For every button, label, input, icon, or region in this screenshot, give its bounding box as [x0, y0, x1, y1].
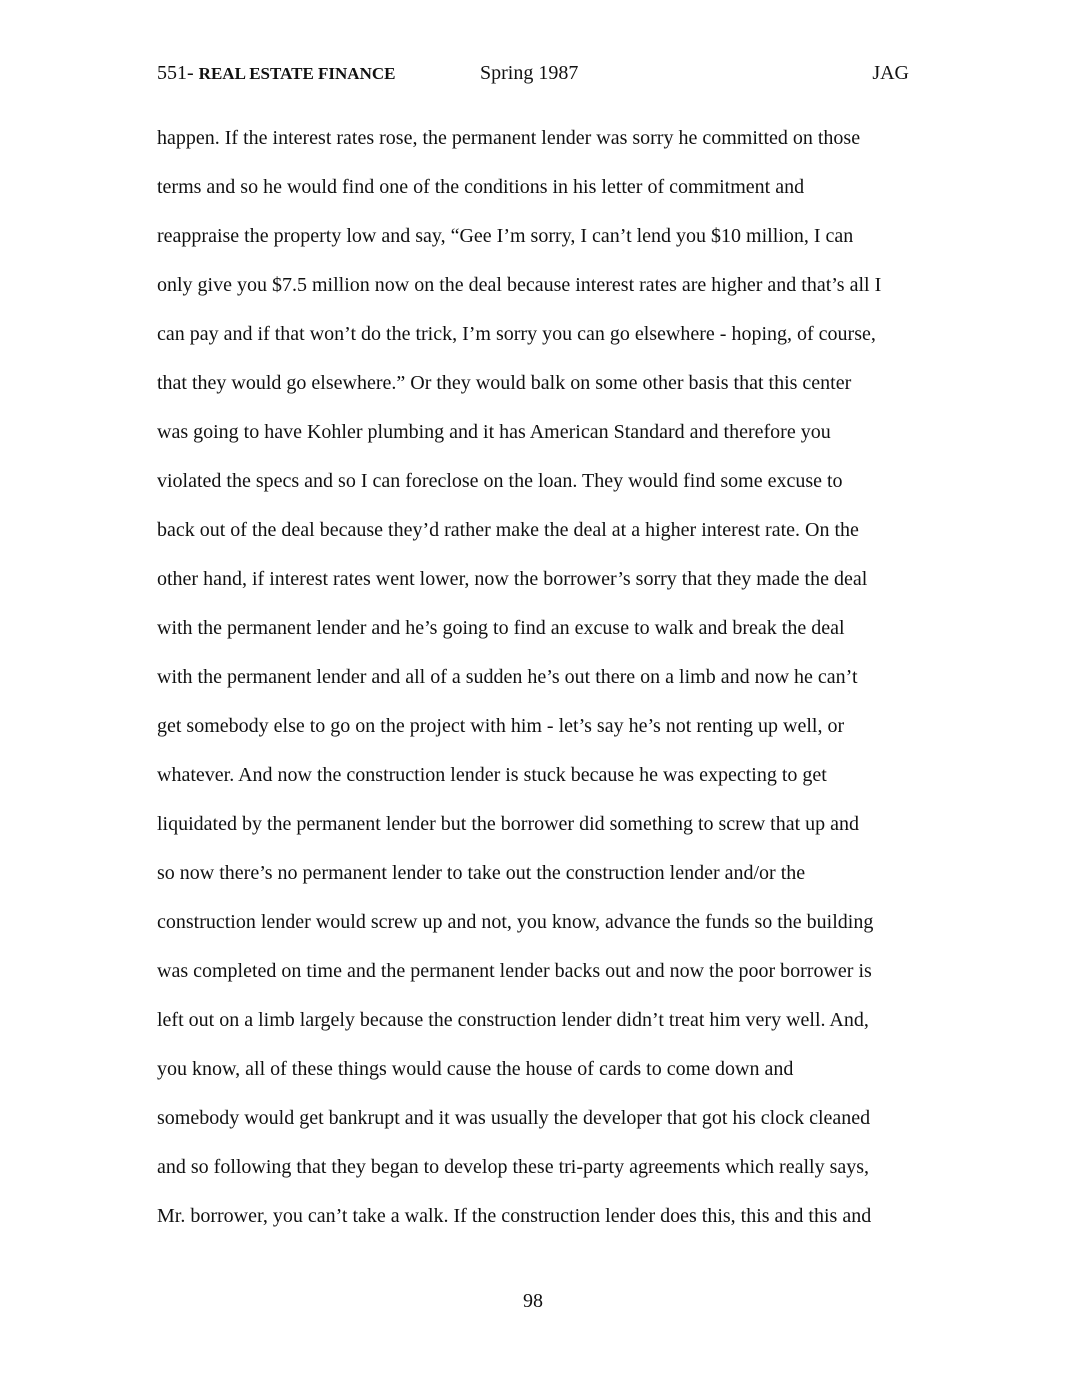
text-line: was completed on time and the permanent lender backs out and now the poor borrower is	[157, 960, 872, 982]
text-line: with the permanent lender and he’s going to find an excuse to walk and break the deal	[157, 617, 845, 639]
text-line: left out on a limb largely because the construction lender didn’t treat him very well. And,	[157, 1009, 869, 1031]
text-line: was going to have Kohler plumbing and it has American Standard and therefore you	[157, 421, 831, 443]
text-line: Mr. borrower, you can’t take a walk. If the construction lender does this, this and this and	[157, 1205, 872, 1227]
page-header	[157, 62, 909, 92]
text-line: whatever. And now the construction lender is stuck because he was expecting to get	[157, 764, 827, 786]
text-line: can pay and if that won’t do the trick, I’m sorry you can go elsewhere - hoping, of course,	[157, 323, 876, 345]
text-line: back out of the deal because they’d rather make the deal at a higher interest rate. On the	[157, 519, 859, 541]
text-line: terms and so he would find one of the conditions in his letter of commitment and	[157, 176, 805, 198]
course-number: 551-	[157, 62, 194, 84]
text-line: so now there’s no permanent lender to take out the construction lender and/or the	[157, 862, 806, 884]
text-line: get somebody else to go on the project with him - let’s say he’s not renting up well, or	[157, 715, 845, 737]
text-line: violated the specs and so I can foreclose on the loan. They would find some excuse to	[157, 470, 843, 492]
text-line: liquidated by the permanent lender but the borrower did something to screw that up and	[157, 813, 860, 835]
text-line: with the permanent lender and all of a sudden he’s out there on a limb and now he can’t	[157, 666, 858, 688]
text-line: that they would go elsewhere.” Or they would balk on some other basis that this center	[157, 372, 852, 394]
text-line: construction lender would screw up and not, you know, advance the funds so the building	[157, 911, 874, 933]
author-initials: JAG	[872, 62, 909, 84]
text-line: and so following that they began to develop these tri-party agreements which really says,	[157, 1156, 870, 1178]
text-line: you know, all of these things would cause the house of cards to come down and	[157, 1058, 794, 1080]
text-line: somebody would get bankrupt and it was usually the developer that got his clock cleaned	[157, 1107, 871, 1129]
text-line: happen. If the interest rates rose, the permanent lender was sorry he committed on those	[157, 127, 861, 149]
term-label: Spring 1987	[480, 62, 579, 84]
text-line: other hand, if interest rates went lower, now the borrower’s sorry that they made the deal	[157, 568, 868, 590]
text-line: only give you $7.5 million now on the deal because interest rates are higher and that’s all I	[157, 274, 882, 296]
course-heading	[157, 62, 395, 85]
text-line: reappraise the property low and say, “Gee I’m sorry, I can’t lend you $10 million, I can	[157, 225, 854, 247]
course-title: REAL ESTATE FINANCE	[198, 64, 396, 83]
transcript-body	[157, 114, 917, 1241]
page-number: 98	[523, 1290, 543, 1312]
